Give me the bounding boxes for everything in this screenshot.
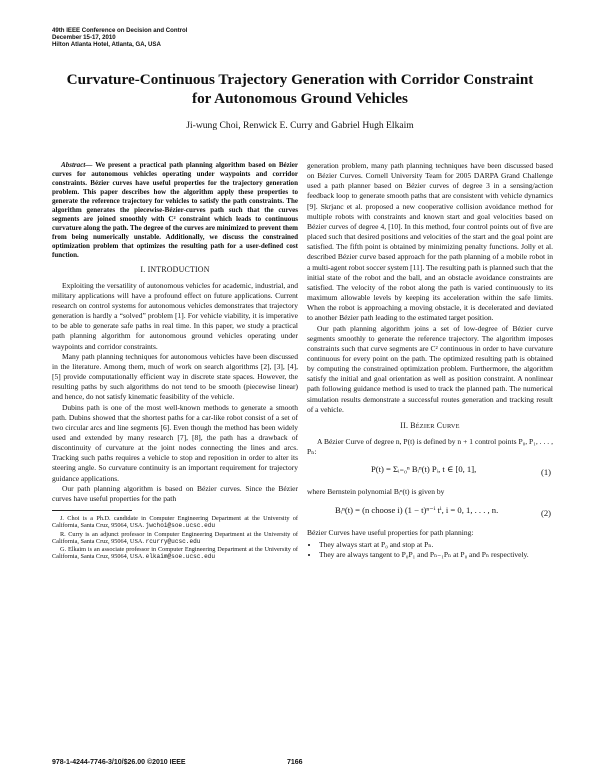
- equation-1: [307, 460, 553, 484]
- conference-dates: December 15-17, 2010: [52, 34, 116, 42]
- abstract-label: Abstract: [61, 161, 86, 169]
- section-bezier-heading: II. BÉZIER CURVE: [400, 420, 460, 430]
- footnote-choi: [52, 515, 298, 530]
- list-item: • They always start at P₀ and stop at Pₙ.: [319, 540, 553, 550]
- equation-2-body: Bᵢⁿ(t) = (n choose i) (1 − t)ⁿ⁻ⁱ tⁱ, i = 0, 1, . . . , n.: [335, 504, 499, 515]
- equation-2: [307, 501, 553, 525]
- abstract-dash: —: [85, 161, 96, 169]
- right-paragraph-1: generation problem, many path planning techniques have been discussed based on Bézier Curves. Cornell University Team for 2005 DARPA Grand Challenge used a path planner based on Bézier curves of degree 3 in a sensing/action feedback loop to generate smooth paths that are consistent with vehicle dynamics [9]. Skrjanc et al. proposed a new cooperative collision avoidance method for multiple robots with constraints and known start and goal velocities based on Bézier curves of degree 4, [10]. In this method, four control points out of five are placed such that desired positions and velocities of the start and the goal point are satisfied. The fifth point is obtained by minimizing penalty functions. Jolly et al. described Bézier curve based approach for the path planning of a mobile robot in a multi-agent robot soccer system [11]. The resulting path is planned such that the initial state of the robot and the ball, and an obstacle avoidance constraints are satisfied. The velocity of the robot along the path is varied continuously to its maximum allowable levels by keeping its acceleration within the safe limits. When the robot is approaching a moving obstacle, it is decelerated and deviated to another Bézier path leading to the estimated target position.: [307, 161, 553, 323]
- footnote-rule: [52, 510, 132, 511]
- section-introduction-heading: I. INTRODUCTION: [140, 265, 210, 275]
- left-column: [52, 161, 298, 562]
- footnote-elkaim: [52, 546, 298, 561]
- properties-intro: Bézier Curves have useful properties for path planning:: [307, 527, 474, 537]
- right-column: [307, 161, 553, 560]
- equation-1-number: (1): [540, 467, 551, 478]
- page-number: 7166: [287, 759, 303, 766]
- title-line-1: Curvature-Continuous Trajectory Generation with Corridor Constraint: [66, 71, 534, 88]
- abstract-text: We present a practical path planning algorithm based on Bézier curves for autonomous vehicles operating under waypoints and corridor constraints. Bézier curves have useful properties for the trajectory generation problem. This paper describes how the algorithm apply these properties to generate the reference trajectory for vehicles to satisfy the path constraints. The algorithm generates the piecewise-Bézier-curves path such that the curves segments are joined smoothly with C² constraint which leads to continuous curvature along the path. The degree of the curves are minimized to prevent them from being numerically unstable. Additionally, we discuss the constrained optimization problem that optimizes the resulting path for a user-defined cost function.: [52, 161, 299, 259]
- footnote-curry: [52, 531, 298, 546]
- list-item: • They are always tangent to P₀P₁ and Pₙ₋₁Pₙ at P₀ and Pₙ respectively.: [319, 550, 553, 560]
- bernstein-intro: where Bernstein polynomial Bᵢⁿ(t) is given by: [307, 487, 445, 497]
- abstract: [52, 161, 298, 259]
- authors: Ji-wung Choi, Renwick E. Curry and Gabriel Hugh Elkaim: [186, 120, 414, 131]
- intro-paragraph-1: Exploiting the versatility of autonomous vehicles for academic, industrial, and military applications will have a profound effect on future applications. Current research on control systems for autonomous vehicles demonstrates that trajectory generation is hardly a “solved” problem [1]. For vehicle viability, it is imperative to be able to generate safe paths in real time. In this paper, we study a practical path planning algorithm for autonomous ground vehicles operating under waypoints and corridor constraints.: [52, 280, 298, 351]
- footnote-curry-text: R. Curry is an adjunct professor in Computer Engineering Department at the University of California, Santa Cruz, 95064, USA.: [52, 530, 298, 545]
- conference-name: 49th IEEE Conference on Decision and Control: [52, 27, 188, 34]
- email-elkaim[interactable]: elkaim@soe.ucsc.edu: [145, 553, 216, 561]
- right-paragraph-2: Our path planning algorithm joins a set of low-degree of Bézier curve segments smoothly to generate the reference trajectory. The algorithm imposes constraints such that curve segments are C² continuous in order to have curvature continuous for every point on the path. The optimized resulting path is obtained by computing the constrained optimization problem. Furthermore, the algorithm satisfy the initial and goal orientation as well as position constraint. A nonlinear path following guidance method is used to track the planned path. The numerical simulation results demonstrate a successful routes generation and tracking result of a vehicle.: [307, 323, 553, 414]
- intro-paragraph-4: Our path planning algorithm is based on Bézier curves. Since the Bézier curves have useful properties for the path: [52, 483, 298, 503]
- paper-title: [40, 70, 560, 108]
- intro-paragraph-3: Dubins path is one of the most well-known methods to generate a smooth path. Dubins showed that the shortest paths for a car-like robot consist of a set of two circular arcs and line segments [6]. Even though the method has been widely used and extended by many research [7], [8], the path has a drawback of discontinuity of curvature at the joint nodes connecting the lines and arcs. Tracking such paths requires a vehicle to stop and reposition in order to alter its steering angle. So curvature continuity is an important requirement for trajectory guidance applications.: [52, 402, 298, 483]
- equation-2-number: (2): [540, 507, 551, 518]
- conference-venue: Hilton Atlanta Hotel, Atlanta, GA, USA: [52, 41, 161, 49]
- footnote-choi-text: J. Choi is a Ph.D. candidate in Computer Engineering Department at the University of California, Santa Cruz, 95064, USA.: [52, 515, 298, 530]
- email-choi[interactable]: jwchoi@soe.ucsc.edu: [145, 522, 216, 530]
- copyright-footer: 978-1-4244-7746-3/10/$26.00 ©2010 IEEE: [52, 759, 186, 766]
- title-line-2: for Autonomous Ground Vehicles: [192, 90, 408, 107]
- footnote-elkaim-text: G. Elkaim is an associate professor in Computer Engineering Department at the University of California, Santa Cruz, 95064, USA.: [52, 546, 298, 561]
- properties-list: [307, 540, 553, 560]
- conference-header: [52, 27, 187, 49]
- intro-paragraph-2: Many path planning techniques for autonomous vehicles have been discussed in the literature. Among them, much of work on search algorithms [2], [3], [4], [5] provide computationally efficient way in discrete state spaces. However, the resulting paths by such algorithms do not tend to be smooth (piecewise linear) and hence, do not satisfy kinematic feasibility of the vehicle.: [52, 351, 298, 402]
- email-curry[interactable]: rcurry@ucsc.edu: [145, 537, 201, 545]
- bezier-definition: A Bézier Curve of degree n, P(t) is defined by n + 1 control points P₀, P₁, . . . , Pₙ:: [307, 437, 553, 457]
- equation-1-body: P(t) = Σᵢ₌₀ⁿ Bᵢⁿ(t) Pᵢ, t ∈ [0, 1],: [371, 464, 477, 475]
